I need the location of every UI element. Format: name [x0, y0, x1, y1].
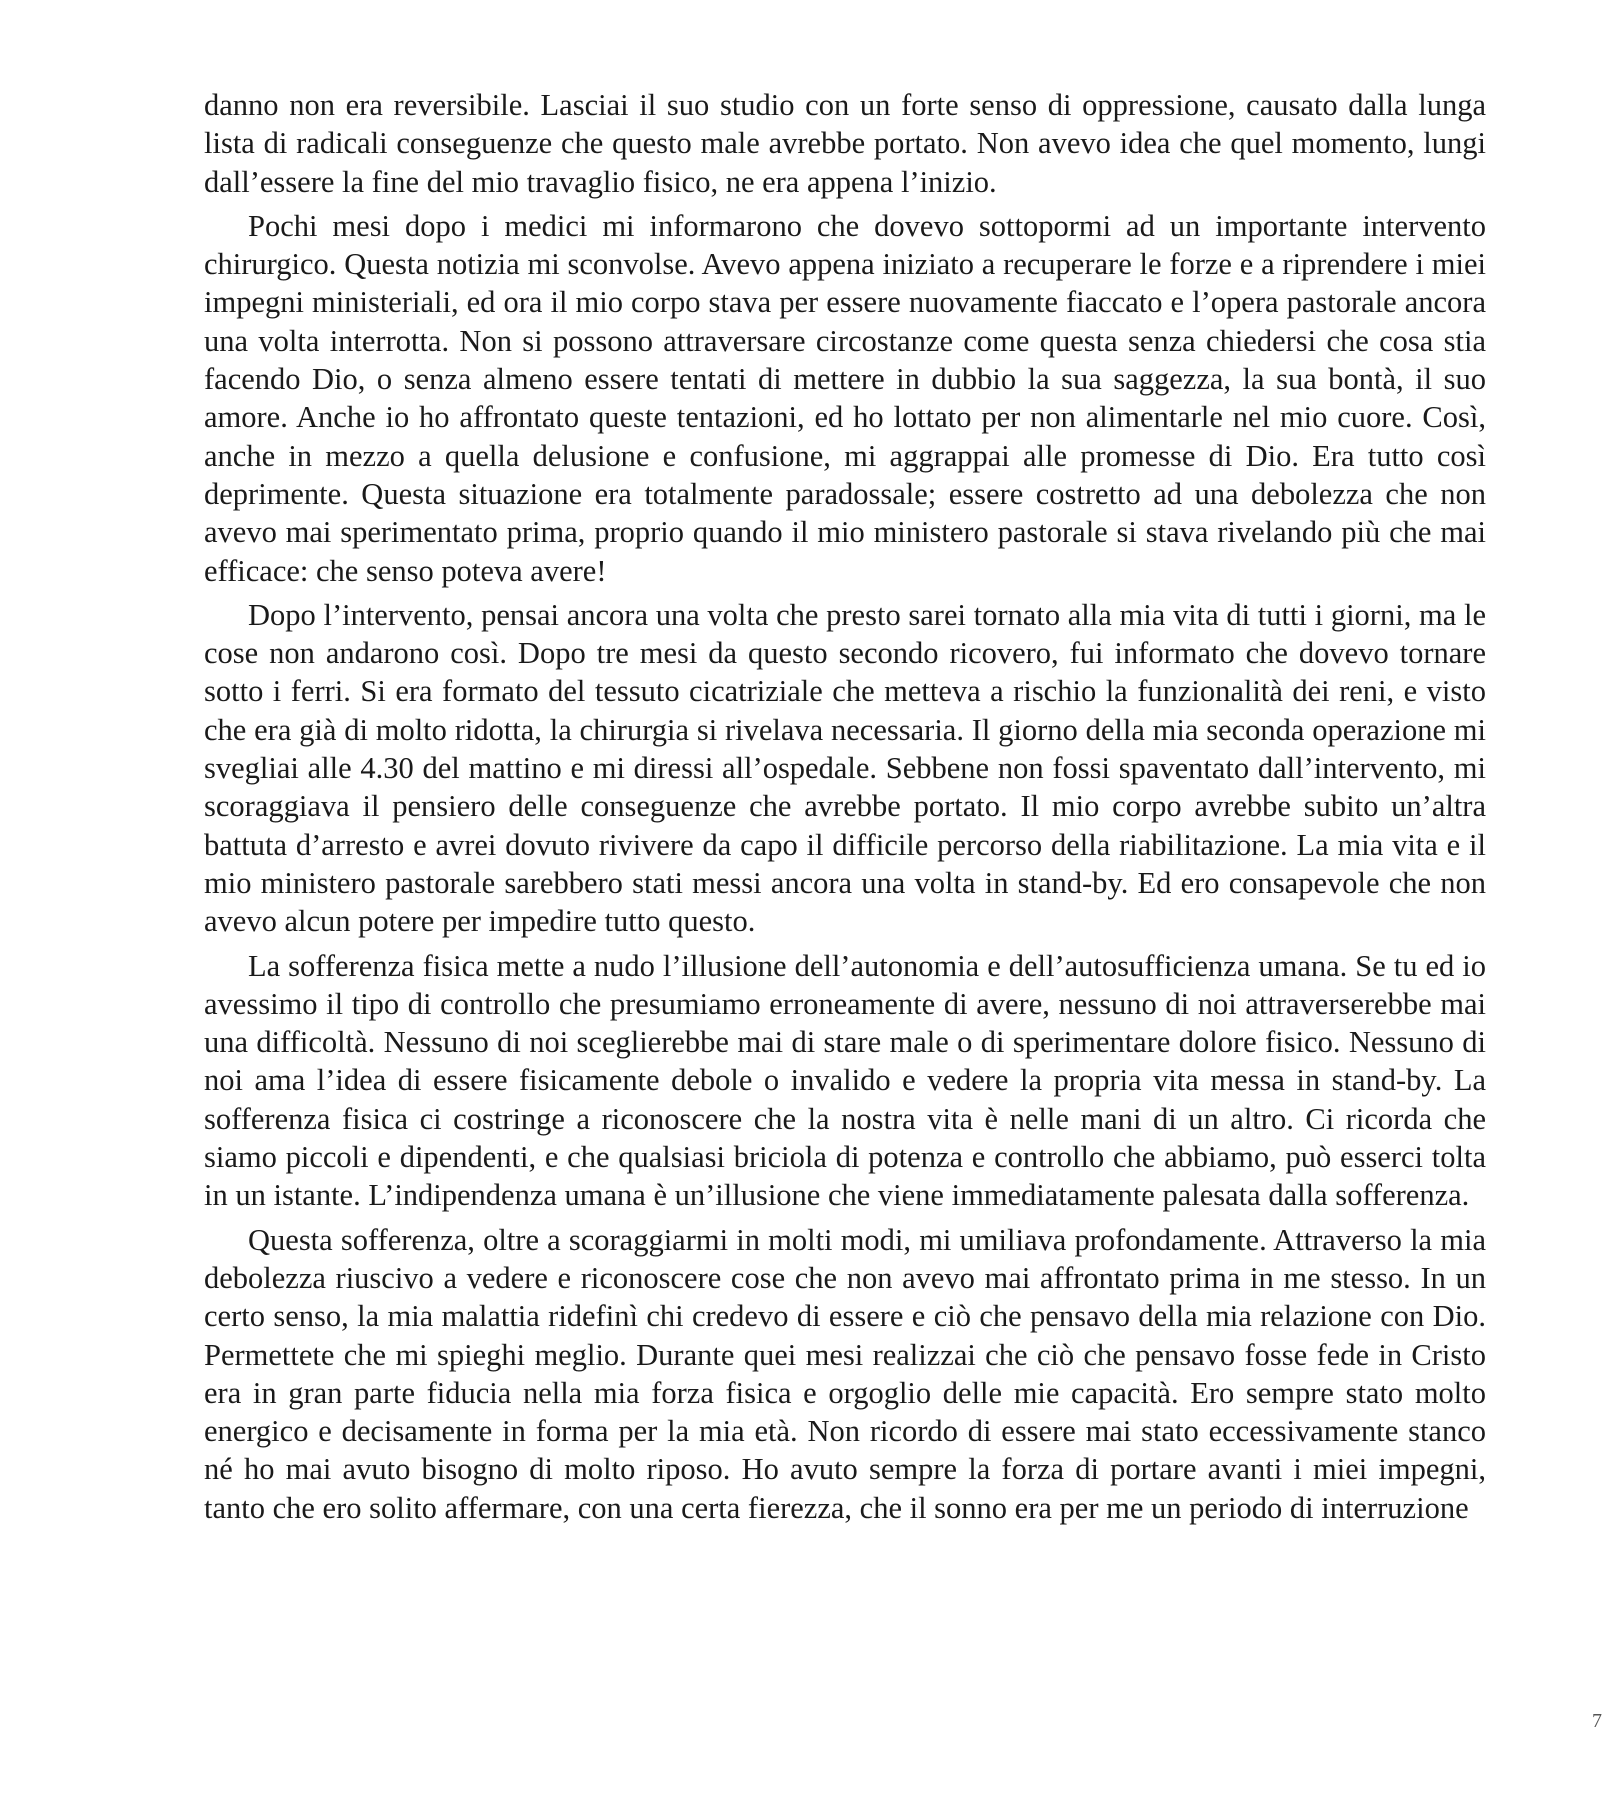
page-number: 7 — [1592, 1710, 1602, 1732]
body-text — [204, 86, 1486, 1527]
paragraph-2: Pochi mesi dopo i medici mi informarono che dovevo sottopormi ad un importante intervento chirurgico. Questa notizia mi sconvolse. Avevo appena iniziato a recuperare le forze e a riprendere i miei impegni ministeriali, ed ora il mio corpo stava per essere nuovamente fiaccato e l’opera pastorale ancora una volta interrotta. Non si possono attraversare circostanze come questa senza chiedersi che cosa stia facendo Dio, o senza almeno essere tentati di mettere in dubbio la sua saggezza, la sua bontà, il suo amore. Anche io ho affrontato queste tentazioni, ed ho lottato per non alimentarle nel mio cuore. Così, anche in mezzo a quella delusione e confusione, mi aggrappai alle promesse di Dio. Era tutto così deprimente. Questa situazione era totalmente paradossale; essere costretto ad una debolezza che non avevo mai sperimentato prima, proprio quando il mio ministero pastorale si stava rivelando più che mai efficace: che senso poteva avere! — [204, 208, 1486, 588]
paragraph-1: danno non era reversibile. Lasciai il suo studio con un forte senso di oppressione, causato dalla lunga lista di radicali conseguenze che questo male avrebbe portato. Non avevo idea che quel momento, lungi dall’essere la fine del mio travaglio fisico, ne era appena l’inizio. — [204, 88, 1486, 199]
paragraph-3: Dopo l’intervento, pensai ancora una volta che presto sarei tornato alla mia vita di tutti i giorni, ma le cose non andarono così. Dopo tre mesi da questo secondo ricovero, fui informato che dovevo tornare sotto i ferri. Si era formato del tessuto cicatriziale che metteva a rischio la funzionalità dei reni, e visto che era già di molto ridotta, la chirurgia si rivelava necessaria. Il giorno della mia seconda operazione mi svegliai alle 4.30 del mattino e mi diressi all’ospedale. Sebbene non fossi spaventato dall’intervento, mi scoraggiava il pensiero delle conseguenze che avrebbe portato. Il mio corpo avrebbe subito un’altra battuta d’arresto e avrei dovuto rivivere da capo il difficile percorso della riabilitazione. La mia vita e il mio ministero pastorale sarebbero stati messi ancora una volta in stand-by. Ed ero consapevole che non avevo alcun potere per impedire tutto questo. — [204, 597, 1486, 939]
paragraph-4: La sofferenza fisica mette a nudo l’illusione dell’autonomia e dell’autosufficienza umana. Se tu ed io avessimo il tipo di controllo che presumiamo erroneamente di avere, nessuno di noi attraverserebbe mai una difficoltà. Nessuno di noi sceglierebbe mai di stare male o di sperimentare dolore fisico. Nessuno di noi ama l’idea di essere fisicamente debole o invalido e vedere la propria vita messa in stand-by. La sofferenza fisica ci costringe a riconoscere che la nostra vita è nelle mani di un altro. Ci ricorda che siamo piccoli e dipendenti, e che qualsiasi briciola di potenza e controllo che abbiamo, può esserci tolta in un istante. L’indipendenza umana è un’illusione che viene immediatamente palesata dalla sofferenza. — [204, 948, 1486, 1213]
paragraph-5: Questa sofferenza, oltre a scoraggiarmi in molti modi, mi umiliava profondamente. Attraverso la mia debolezza riuscivo a vedere e riconoscere cose che non avevo mai affrontato prima in me stesso. In un certo senso, la mia malattia ridefinì chi credevo di essere e ciò che pensavo della mia relazione con Dio. Permettete che mi spieghi meglio. Durante quei mesi realizzai che ciò che pensavo fosse fede in Cristo era in gran parte fiducia nella mia forza fisica e orgoglio delle mie capacità. Ero sempre stato molto energico e decisamente in forma per la mia età. Non ricordo di essere mai stato eccessivamente stanco né ho mai avuto bisogno di molto riposo. Ho avuto sempre la forza di portare avanti i miei impegni, tanto che ero solito affermare, con una certa fierezza, che il sonno era per me un periodo di interruzione — [204, 1222, 1486, 1525]
